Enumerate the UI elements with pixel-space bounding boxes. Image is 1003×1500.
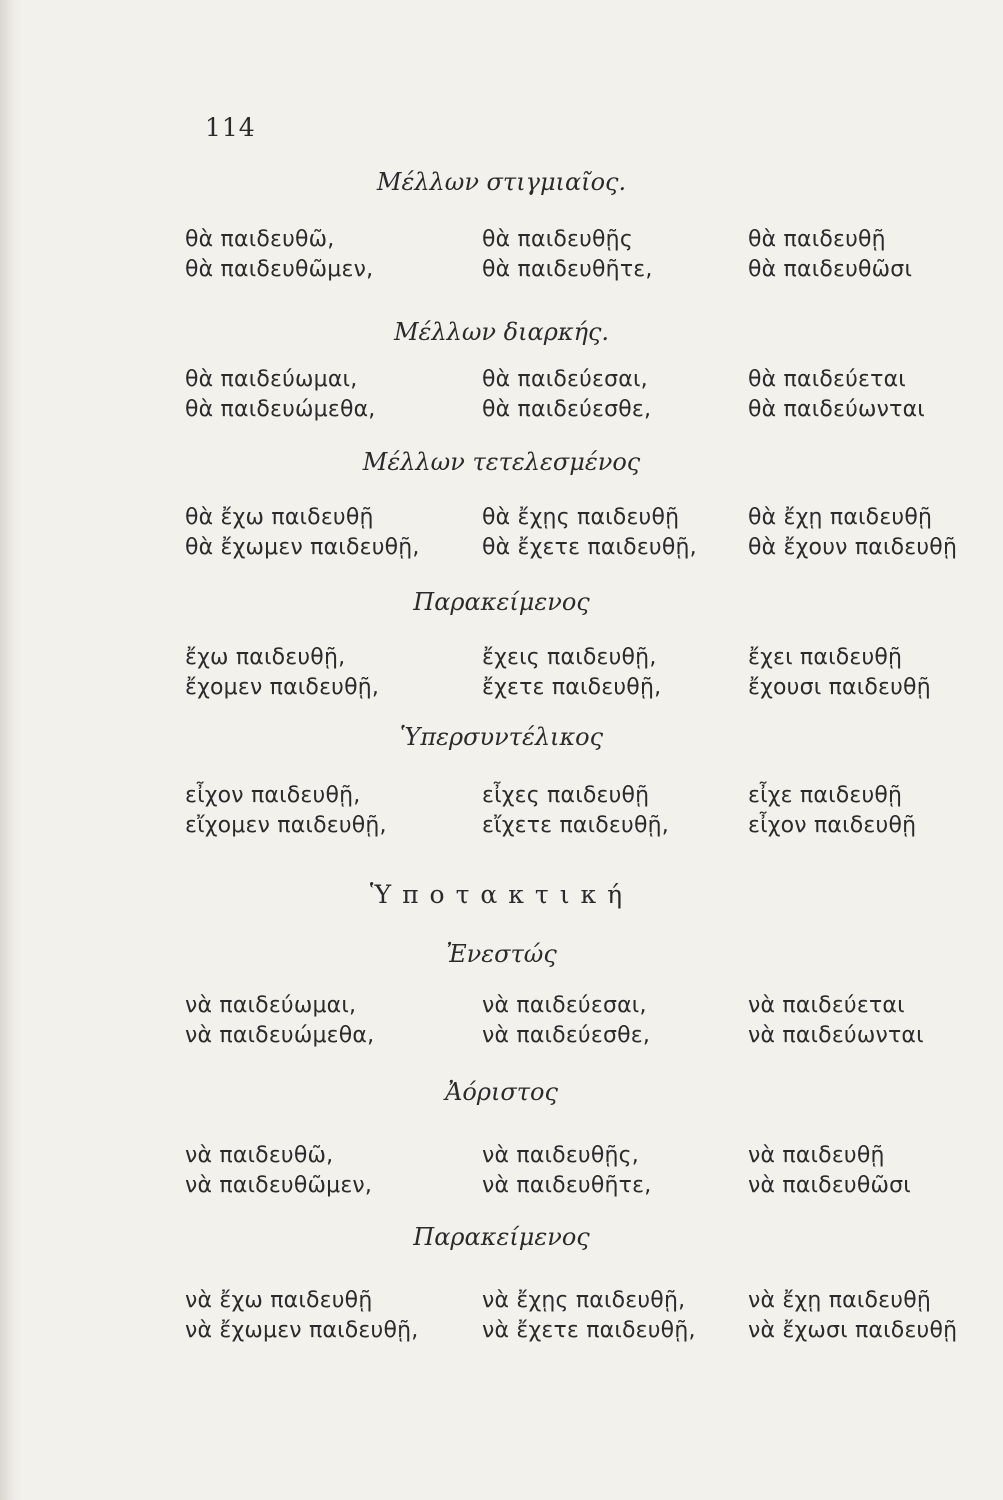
page-number: 114 [205, 113, 256, 142]
conjugation-row [0, 675, 1003, 709]
tense-heading: Ὑπερσυντέλικος [399, 723, 604, 751]
verb-form: ἔχετε παιδευθῇ, [482, 675, 662, 700]
verb-form: ἔχω παιδευθῇ, [185, 645, 346, 670]
verb-form: θὰ παιδευθῶσι [748, 257, 913, 282]
conjugation-row [0, 227, 1003, 261]
conjugation-row [0, 645, 1003, 679]
verb-form: θὰ παιδευώμεθα, [185, 397, 376, 422]
conjugation-row [0, 783, 1003, 817]
tense-heading: Ἀόριστος [445, 1078, 558, 1106]
conjugation-row [0, 1318, 1003, 1352]
verb-form: θὰ παιδεύωμαι, [185, 367, 358, 392]
verb-form: νὰ ἔχωσι παιδευθῇ [748, 1318, 958, 1343]
verb-form: νὰ παιδευθῇ [748, 1143, 885, 1168]
verb-form: νὰ παιδευθῶμεν, [185, 1173, 373, 1198]
verb-form: θὰ παιδευθῇ [748, 227, 886, 252]
tense-heading: Μέλλων διαρκής. [393, 318, 610, 346]
verb-form: θὰ παιδευθῶ, [185, 227, 335, 252]
verb-form: θὰ ἔχωμεν παιδευθῇ, [185, 535, 420, 560]
verb-form: θὰ ἔχῃς παιδευθῇ [482, 505, 680, 530]
conjugation-row [0, 367, 1003, 401]
verb-form: νὰ παιδεύωμαι, [185, 993, 357, 1018]
conjugation-row [0, 813, 1003, 847]
verb-form: ἔχεις παιδευθῇ, [482, 645, 657, 670]
conjugation-row [0, 1173, 1003, 1207]
verb-form: θὰ ἔχω παιδευθῇ [185, 505, 374, 530]
verb-form: θὰ ἔχουν παιδευθῇ [748, 535, 958, 560]
conjugation-row [0, 535, 1003, 569]
verb-form: νὰ παιδευθῇς, [482, 1143, 639, 1168]
verb-form: θὰ ἔχετε παιδευθῇ, [482, 535, 697, 560]
conjugation-row [0, 397, 1003, 431]
verb-form: νὰ παιδεύεται [748, 993, 905, 1018]
verb-form: εἶχον παιδευθῇ [748, 813, 917, 838]
conjugation-row [0, 1023, 1003, 1057]
verb-form: εἶχον παιδευθῇ, [185, 783, 361, 808]
verb-form: ἔχομεν παιδευθῇ, [185, 675, 380, 700]
verb-form: θὰ παιδεύεται [748, 367, 906, 392]
verb-form: νὰ ἔχῃς παιδευθῇ, [482, 1288, 686, 1313]
verb-form: νὰ ἔχετε παιδευθῇ, [482, 1318, 696, 1343]
verb-form: νὰ παιδευώμεθα, [185, 1023, 375, 1048]
verb-form: θὰ παιδεύεσθε, [482, 397, 652, 422]
verb-form: ἔχει παιδευθῇ [748, 645, 903, 670]
verb-form: θὰ παιδευθῶμεν, [185, 257, 374, 282]
verb-form: εἴχετε παιδευθῇ, [482, 813, 669, 838]
tense-heading: Παρακείμενος [413, 1223, 590, 1251]
tense-heading: Ὑποτακτική [369, 880, 634, 909]
verb-form: νὰ ἔχω παιδευθῇ [185, 1288, 373, 1313]
verb-form: νὰ ἔχωμεν παιδευθῇ, [185, 1318, 419, 1343]
verb-form: νὰ παιδεύεσθε, [482, 1023, 651, 1048]
conjugation-row [0, 1143, 1003, 1177]
conjugation-row [0, 257, 1003, 291]
verb-form: εἶχες παιδευθῇ [482, 783, 650, 808]
conjugation-row [0, 505, 1003, 539]
verb-form: θὰ παιδευθῇς [482, 227, 633, 252]
verb-form: θὰ ἔχῃ παιδευθῇ [748, 505, 933, 530]
verb-form: εἴχομεν παιδευθῇ, [185, 813, 387, 838]
verb-form: θὰ παιδεύεσαι, [482, 367, 648, 392]
verb-form: νὰ παιδευθῶσι [748, 1173, 911, 1198]
tense-heading: Ἐνεστώς [446, 940, 557, 968]
conjugation-row [0, 993, 1003, 1027]
verb-form: εἶχε παιδευθῇ [748, 783, 903, 808]
verb-form: θὰ παιδεύωνται [748, 397, 925, 422]
verb-form: ἔχουσι παιδευθῇ [748, 675, 931, 700]
verb-form: νὰ παιδεύεσαι, [482, 993, 647, 1018]
conjugation-row [0, 1288, 1003, 1322]
verb-form: νὰ παιδευθῶ, [185, 1143, 334, 1168]
verb-form: νὰ παιδεύωνται [748, 1023, 924, 1048]
tense-heading: Μέλλων τετελεσμένος [362, 448, 641, 476]
verb-form: θὰ παιδευθῆτε, [482, 257, 653, 282]
verb-form: νὰ ἔχῃ παιδευθῇ [748, 1288, 931, 1313]
tense-heading: Παρακείμενος [413, 588, 590, 616]
verb-form: νὰ παιδευθῆτε, [482, 1173, 652, 1198]
tense-heading: Μέλλων στιγμιαῖος. [376, 168, 627, 196]
